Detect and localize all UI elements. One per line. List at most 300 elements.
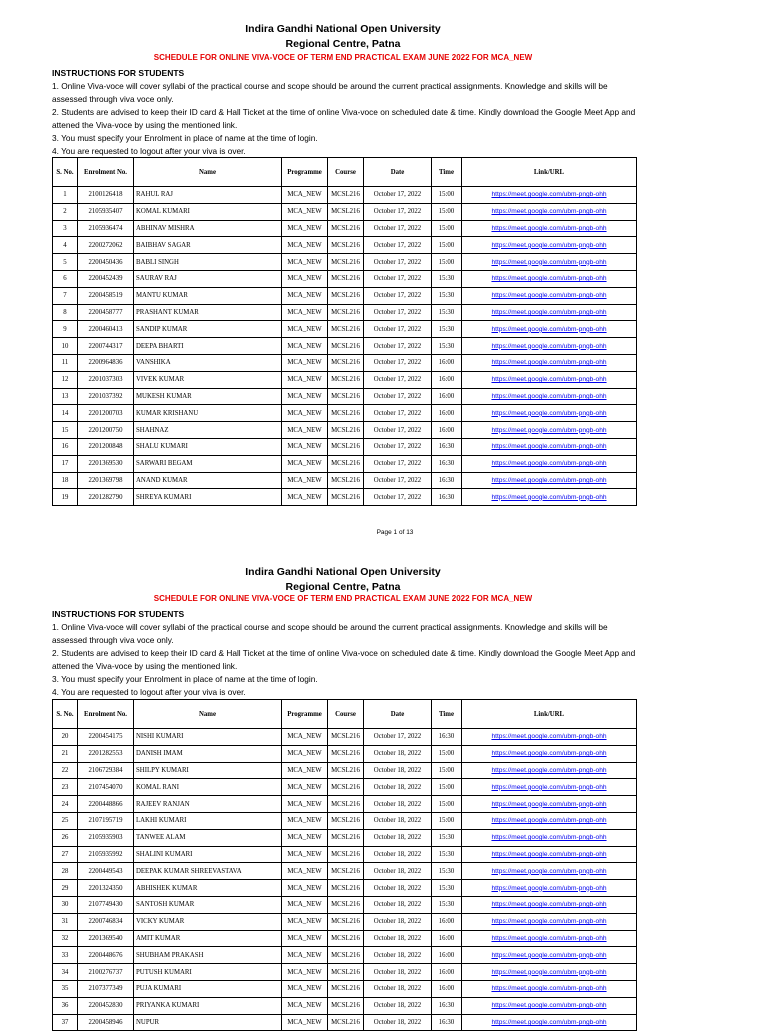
cell-time: 15:30 — [432, 287, 462, 304]
cell-name: NISHI KUMARI — [134, 729, 282, 746]
meet-link[interactable]: https://meet.google.com/ubm-pngb-ohh — [491, 766, 607, 774]
schedule-title: SCHEDULE FOR ONLINE VIVA-VOCE OF TERM END PRACTICAL EXAM JUNE 2022 FOR MCA_NEW — [153, 53, 533, 62]
cell-link — [462, 472, 637, 489]
cell-course: MCSL216 — [328, 338, 364, 355]
cell-link — [462, 338, 637, 355]
table-row — [53, 796, 637, 813]
cell-course: MCSL216 — [328, 489, 364, 506]
cell-course: MCSL216 — [328, 220, 364, 237]
meet-link[interactable]: https://meet.google.com/ubm-pngb-ohh — [491, 493, 607, 501]
cell-sno: 26 — [53, 829, 78, 846]
cell-time: 15:00 — [432, 237, 462, 254]
meet-link[interactable]: https://meet.google.com/ubm-pngb-ohh — [491, 918, 607, 926]
cell-course: MCSL216 — [328, 880, 364, 897]
table-row — [53, 779, 637, 796]
cell-name: DEEPA BHARTI — [134, 338, 282, 355]
cell-time: 15:00 — [432, 779, 462, 796]
meet-link[interactable]: https://meet.google.com/ubm-pngb-ohh — [491, 850, 607, 858]
cell-programme: MCA_NEW — [282, 354, 328, 371]
cell-sno: 8 — [53, 304, 78, 321]
meet-link[interactable]: https://meet.google.com/ubm-pngb-ohh — [491, 342, 607, 350]
cell-link — [462, 880, 637, 897]
cell-time: 15:30 — [432, 304, 462, 321]
cell-enrolment: 2200448676 — [78, 947, 134, 964]
cell-date: October 17, 2022 — [364, 187, 432, 204]
cell-time: 15:00 — [432, 762, 462, 779]
cell-programme: MCA_NEW — [282, 304, 328, 321]
meet-link[interactable]: https://meet.google.com/ubm-pngb-ohh — [491, 224, 607, 232]
cell-link — [462, 254, 637, 271]
cell-link — [462, 947, 637, 964]
cell-sno: 3 — [53, 220, 78, 237]
cell-programme: MCA_NEW — [282, 812, 328, 829]
cell-name: SHREYA KUMARI — [134, 489, 282, 506]
instructions-list — [52, 80, 642, 158]
cell-link — [462, 354, 637, 371]
cell-time: 16:30 — [432, 1014, 462, 1031]
cell-enrolment: 2200746834 — [78, 913, 134, 930]
meet-link[interactable]: https://meet.google.com/ubm-pngb-ohh — [491, 968, 607, 976]
meet-link[interactable]: https://meet.google.com/ubm-pngb-ohh — [491, 359, 607, 367]
cell-sno: 17 — [53, 455, 78, 472]
table-row — [53, 203, 637, 220]
cell-time: 15:00 — [432, 796, 462, 813]
cell-name: BABLI SINGH — [134, 254, 282, 271]
cell-programme: MCA_NEW — [282, 220, 328, 237]
cell-programme: MCA_NEW — [282, 896, 328, 913]
instruction-item: 4. You are requested to logout after your viva is over. — [52, 687, 246, 697]
cell-enrolment: 2200272062 — [78, 237, 134, 254]
meet-link[interactable]: https://meet.google.com/ubm-pngb-ohh — [491, 884, 607, 892]
cell-enrolment: 2107195719 — [78, 812, 134, 829]
meet-link[interactable]: https://meet.google.com/ubm-pngb-ohh — [491, 409, 607, 417]
cell-sno: 14 — [53, 405, 78, 422]
cell-sno: 27 — [53, 846, 78, 863]
meet-link[interactable]: https://meet.google.com/ubm-pngb-ohh — [491, 443, 607, 451]
meet-link[interactable]: https://meet.google.com/ubm-pngb-ohh — [491, 208, 607, 216]
cell-enrolment: 2201282553 — [78, 745, 134, 762]
cell-name: BAIBHAV SAGAR — [134, 237, 282, 254]
cell-name: VANSHIKA — [134, 354, 282, 371]
meet-link[interactable]: https://meet.google.com/ubm-pngb-ohh — [491, 275, 607, 283]
cell-date: October 17, 2022 — [364, 338, 432, 355]
cell-sno: 28 — [53, 863, 78, 880]
table-row — [53, 455, 637, 472]
table-row — [53, 913, 637, 930]
meet-link[interactable]: https://meet.google.com/ubm-pngb-ohh — [491, 733, 607, 741]
meet-link[interactable]: https://meet.google.com/ubm-pngb-ohh — [491, 867, 607, 875]
instruction-item: 3. You must specify your Enrolment in place of name at the time of login. — [52, 133, 318, 143]
meet-link[interactable]: https://meet.google.com/ubm-pngb-ohh — [491, 476, 607, 484]
cell-date: October 17, 2022 — [364, 237, 432, 254]
cell-link — [462, 321, 637, 338]
meet-link[interactable]: https://meet.google.com/ubm-pngb-ohh — [491, 292, 607, 300]
cell-link — [462, 846, 637, 863]
instructions-title: INSTRUCTIONS FOR STUDENTS — [52, 68, 185, 78]
cell-date: October 18, 2022 — [364, 964, 432, 981]
cell-sno: 16 — [53, 438, 78, 455]
cell-programme: MCA_NEW — [282, 779, 328, 796]
cell-name: KOMAL KUMARI — [134, 203, 282, 220]
cell-course: MCSL216 — [328, 829, 364, 846]
cell-time: 15:00 — [432, 187, 462, 204]
table-row — [53, 438, 637, 455]
cell-date: October 18, 2022 — [364, 796, 432, 813]
table-row — [53, 964, 637, 981]
cell-date: October 17, 2022 — [364, 729, 432, 746]
cell-date: October 18, 2022 — [364, 880, 432, 897]
cell-time: 16:00 — [432, 947, 462, 964]
cell-enrolment: 2200452439 — [78, 270, 134, 287]
cell-time: 15:00 — [432, 812, 462, 829]
cell-name: PRASHANT KUMAR — [134, 304, 282, 321]
meet-link[interactable]: https://meet.google.com/ubm-pngb-ohh — [491, 426, 607, 434]
cell-link — [462, 980, 637, 997]
cell-programme: MCA_NEW — [282, 863, 328, 880]
cell-name: SANTOSH KUMAR — [134, 896, 282, 913]
cell-time: 15:30 — [432, 270, 462, 287]
cell-link — [462, 729, 637, 746]
cell-course: MCSL216 — [328, 846, 364, 863]
cell-sno: 10 — [53, 338, 78, 355]
cell-sno: 22 — [53, 762, 78, 779]
cell-programme: MCA_NEW — [282, 729, 328, 746]
cell-programme: MCA_NEW — [282, 846, 328, 863]
cell-course: MCSL216 — [328, 304, 364, 321]
cell-course: MCSL216 — [328, 896, 364, 913]
cell-programme: MCA_NEW — [282, 913, 328, 930]
meet-link[interactable]: https://meet.google.com/ubm-pngb-ohh — [491, 258, 607, 266]
cell-enrolment: 2200454175 — [78, 729, 134, 746]
cell-programme: MCA_NEW — [282, 321, 328, 338]
cell-sno: 25 — [53, 812, 78, 829]
meet-link[interactable]: https://meet.google.com/ubm-pngb-ohh — [491, 783, 607, 791]
cell-link — [462, 779, 637, 796]
meet-link[interactable]: https://meet.google.com/ubm-pngb-ohh — [491, 750, 607, 758]
cell-enrolment: 2201200750 — [78, 422, 134, 439]
cell-sno: 18 — [53, 472, 78, 489]
cell-date: October 18, 2022 — [364, 947, 432, 964]
cell-sno: 33 — [53, 947, 78, 964]
instructions-list — [52, 621, 642, 699]
cell-sno: 13 — [53, 388, 78, 405]
cell-programme: MCA_NEW — [282, 455, 328, 472]
cell-programme: MCA_NEW — [282, 388, 328, 405]
cell-enrolment: 2100276737 — [78, 964, 134, 981]
cell-link — [462, 997, 637, 1014]
meet-link[interactable]: https://meet.google.com/ubm-pngb-ohh — [491, 460, 607, 468]
cell-date: October 18, 2022 — [364, 896, 432, 913]
cell-programme: MCA_NEW — [282, 237, 328, 254]
cell-enrolment: 2105936474 — [78, 220, 134, 237]
meet-link[interactable]: https://meet.google.com/ubm-pngb-ohh — [491, 985, 607, 993]
cell-course: MCSL216 — [328, 779, 364, 796]
meet-link[interactable]: https://meet.google.com/ubm-pngb-ohh — [491, 1018, 607, 1026]
cell-link — [462, 762, 637, 779]
instructions-title: INSTRUCTIONS FOR STUDENTS — [52, 609, 185, 619]
cell-enrolment: 2201037303 — [78, 371, 134, 388]
cell-course: MCSL216 — [328, 762, 364, 779]
table-row — [53, 287, 637, 304]
cell-link — [462, 863, 637, 880]
cell-enrolment: 2200744317 — [78, 338, 134, 355]
instruction-item: 2. Students are advised to keep their ID card & Hall Ticket at the time of online Viva-voce on scheduled date & time. Kindly download the Google Meet App and attened the Viva-voce by using the mentioned link. — [52, 648, 636, 671]
table-row — [53, 729, 637, 746]
cell-course: MCSL216 — [328, 729, 364, 746]
col-header-programme: Programme — [282, 158, 328, 187]
cell-programme: MCA_NEW — [282, 964, 328, 981]
meet-link[interactable]: https://meet.google.com/ubm-pngb-ohh — [491, 800, 607, 808]
university-title: Indira Gandhi National Open University — [245, 23, 441, 35]
col-header-date: Date — [364, 158, 432, 187]
meet-link[interactable]: https://meet.google.com/ubm-pngb-ohh — [491, 901, 607, 909]
cell-enrolment: 2200448866 — [78, 796, 134, 813]
cell-course: MCSL216 — [328, 203, 364, 220]
cell-date: October 17, 2022 — [364, 438, 432, 455]
table-body — [53, 729, 637, 1031]
cell-programme: MCA_NEW — [282, 930, 328, 947]
meet-link[interactable]: https://meet.google.com/ubm-pngb-ohh — [491, 834, 607, 842]
cell-time: 15:30 — [432, 829, 462, 846]
meet-link[interactable]: https://meet.google.com/ubm-pngb-ohh — [491, 1002, 607, 1010]
cell-course: MCSL216 — [328, 745, 364, 762]
cell-name: SHALINI KUMARI — [134, 846, 282, 863]
cell-course: MCSL216 — [328, 863, 364, 880]
cell-link — [462, 745, 637, 762]
cell-course: MCSL216 — [328, 405, 364, 422]
cell-link — [462, 371, 637, 388]
table-row — [53, 880, 637, 897]
university-title: Indira Gandhi National Open University — [245, 566, 441, 578]
cell-sno: 29 — [53, 880, 78, 897]
instruction-item: 3. You must specify your Enrolment in place of name at the time of login. — [52, 674, 318, 684]
cell-name: AMIT KUMAR — [134, 930, 282, 947]
cell-programme: MCA_NEW — [282, 829, 328, 846]
cell-sno: 36 — [53, 997, 78, 1014]
table-row — [53, 1014, 637, 1031]
cell-programme: MCA_NEW — [282, 472, 328, 489]
cell-time: 15:30 — [432, 880, 462, 897]
cell-programme: MCA_NEW — [282, 203, 328, 220]
cell-sno: 23 — [53, 779, 78, 796]
cell-course: MCSL216 — [328, 422, 364, 439]
cell-course: MCSL216 — [328, 997, 364, 1014]
cell-date: October 17, 2022 — [364, 472, 432, 489]
cell-sno: 32 — [53, 930, 78, 947]
cell-name: PUJA KUMARI — [134, 980, 282, 997]
table-row — [53, 220, 637, 237]
cell-name: KUMAR KRISHANU — [134, 405, 282, 422]
cell-programme: MCA_NEW — [282, 762, 328, 779]
cell-name: DANISH IMAM — [134, 745, 282, 762]
meet-link[interactable]: https://meet.google.com/ubm-pngb-ohh — [491, 951, 607, 959]
col-header-name: Name — [134, 158, 282, 187]
cell-date: October 17, 2022 — [364, 388, 432, 405]
cell-enrolment: 2200458946 — [78, 1014, 134, 1031]
cell-sno: 35 — [53, 980, 78, 997]
cell-time: 15:30 — [432, 863, 462, 880]
cell-programme: MCA_NEW — [282, 489, 328, 506]
instruction-item: 2. Students are advised to keep their ID card & Hall Ticket at the time of online Viva-voce on scheduled date & time. Kindly download the Google Meet App and attened the Viva-voce by using the mentioned link. — [52, 107, 636, 130]
cell-enrolment: 2201369530 — [78, 455, 134, 472]
cell-date: October 17, 2022 — [364, 405, 432, 422]
table-row — [53, 489, 637, 506]
cell-time: 16:00 — [432, 422, 462, 439]
cell-link — [462, 796, 637, 813]
cell-enrolment: 2200452830 — [78, 997, 134, 1014]
cell-course: MCSL216 — [328, 1014, 364, 1031]
cell-enrolment: 2200449543 — [78, 863, 134, 880]
table-body — [53, 187, 637, 506]
cell-date: October 18, 2022 — [364, 779, 432, 796]
cell-name: ABHISHEK KUMAR — [134, 880, 282, 897]
cell-link — [462, 896, 637, 913]
table-row — [53, 846, 637, 863]
col-header-enrolment: Enrolment No. — [78, 700, 134, 729]
col-header-link: Link/URL — [462, 158, 637, 187]
meet-link[interactable]: https://meet.google.com/ubm-pngb-ohh — [491, 817, 607, 825]
cell-enrolment: 2106729384 — [78, 762, 134, 779]
centre-title: Regional Centre, Patna — [285, 581, 401, 593]
cell-sno: 21 — [53, 745, 78, 762]
cell-course: MCSL216 — [328, 237, 364, 254]
col-header-time: Time — [432, 158, 462, 187]
meet-link[interactable]: https://meet.google.com/ubm-pngb-ohh — [491, 325, 607, 333]
cell-link — [462, 422, 637, 439]
cell-time: 16:00 — [432, 354, 462, 371]
cell-enrolment: 2201200703 — [78, 405, 134, 422]
cell-sno: 6 — [53, 270, 78, 287]
table-row — [53, 745, 637, 762]
table-row — [53, 997, 637, 1014]
cell-programme: MCA_NEW — [282, 1014, 328, 1031]
meet-link[interactable]: https://meet.google.com/ubm-pngb-ohh — [491, 241, 607, 249]
cell-link — [462, 829, 637, 846]
cell-course: MCSL216 — [328, 913, 364, 930]
cell-programme: MCA_NEW — [282, 438, 328, 455]
cell-date: October 18, 2022 — [364, 745, 432, 762]
cell-date: October 17, 2022 — [364, 220, 432, 237]
instruction-item: 1. Online Viva-voce will cover syllabi of the practical course and scope should be around the current practical assignments. Knowledge and skills will be assessed through viva voce only. — [52, 622, 608, 645]
cell-enrolment: 2201200848 — [78, 438, 134, 455]
meet-link[interactable]: https://meet.google.com/ubm-pngb-ohh — [491, 191, 607, 199]
cell-link — [462, 438, 637, 455]
table-row — [53, 812, 637, 829]
cell-programme: MCA_NEW — [282, 796, 328, 813]
cell-programme: MCA_NEW — [282, 947, 328, 964]
cell-enrolment: 2200450436 — [78, 254, 134, 271]
cell-date: October 18, 2022 — [364, 980, 432, 997]
cell-course: MCSL216 — [328, 371, 364, 388]
cell-date: October 17, 2022 — [364, 254, 432, 271]
cell-programme: MCA_NEW — [282, 405, 328, 422]
schedule-title: SCHEDULE FOR ONLINE VIVA-VOCE OF TERM END PRACTICAL EXAM JUNE 2022 FOR MCA_NEW — [153, 594, 533, 603]
cell-name: SARWARI BEGAM — [134, 455, 282, 472]
meet-link[interactable]: https://meet.google.com/ubm-pngb-ohh — [491, 308, 607, 316]
cell-link — [462, 270, 637, 287]
schedule-table — [52, 699, 637, 1031]
table-row — [53, 896, 637, 913]
table-row — [53, 405, 637, 422]
cell-name: LAKHI KUMARI — [134, 812, 282, 829]
cell-time: 16:30 — [432, 489, 462, 506]
cell-time: 16:00 — [432, 913, 462, 930]
table-header-row — [53, 158, 637, 187]
table-row — [53, 354, 637, 371]
table-row — [53, 947, 637, 964]
cell-programme: MCA_NEW — [282, 371, 328, 388]
cell-enrolment: 2200458777 — [78, 304, 134, 321]
cell-sno: 12 — [53, 371, 78, 388]
page-number: Page 1 of 13 — [376, 529, 414, 536]
cell-enrolment: 2201369540 — [78, 930, 134, 947]
cell-name: ABHINAV MISHRA — [134, 220, 282, 237]
cell-enrolment: 2105935903 — [78, 829, 134, 846]
cell-time: 16:30 — [432, 455, 462, 472]
cell-course: MCSL216 — [328, 796, 364, 813]
table-row — [53, 863, 637, 880]
table-row — [53, 472, 637, 489]
cell-enrolment: 2201282790 — [78, 489, 134, 506]
meet-link[interactable]: https://meet.google.com/ubm-pngb-ohh — [491, 376, 607, 384]
cell-sno: 7 — [53, 287, 78, 304]
cell-time: 15:30 — [432, 321, 462, 338]
cell-date: October 17, 2022 — [364, 287, 432, 304]
cell-course: MCSL216 — [328, 270, 364, 287]
cell-date: October 17, 2022 — [364, 371, 432, 388]
cell-link — [462, 455, 637, 472]
cell-date: October 18, 2022 — [364, 863, 432, 880]
cell-name: KOMAL RANI — [134, 779, 282, 796]
cell-name: MANTU KUMAR — [134, 287, 282, 304]
cell-programme: MCA_NEW — [282, 997, 328, 1014]
cell-course: MCSL216 — [328, 930, 364, 947]
cell-course: MCSL216 — [328, 438, 364, 455]
cell-name: TANWEE ALAM — [134, 829, 282, 846]
cell-name: ANAND KUMAR — [134, 472, 282, 489]
cell-link — [462, 913, 637, 930]
col-header-sno: S. No. — [53, 158, 78, 187]
cell-time: 16:00 — [432, 405, 462, 422]
cell-enrolment: 2107377349 — [78, 980, 134, 997]
cell-date: October 18, 2022 — [364, 812, 432, 829]
cell-name: MUKESH KUMAR — [134, 388, 282, 405]
cell-course: MCSL216 — [328, 980, 364, 997]
cell-link — [462, 405, 637, 422]
cell-enrolment: 2107454070 — [78, 779, 134, 796]
cell-programme: MCA_NEW — [282, 187, 328, 204]
meet-link[interactable]: https://meet.google.com/ubm-pngb-ohh — [491, 392, 607, 400]
cell-course: MCSL216 — [328, 321, 364, 338]
table-row — [53, 321, 637, 338]
cell-name: VIVEK KUMAR — [134, 371, 282, 388]
cell-name: SHUBHAM PRAKASH — [134, 947, 282, 964]
cell-time: 16:00 — [432, 371, 462, 388]
cell-name: RAJEEV RANJAN — [134, 796, 282, 813]
cell-name: DEEPAK KUMAR SHREEVASTAVA — [134, 863, 282, 880]
meet-link[interactable]: https://meet.google.com/ubm-pngb-ohh — [491, 934, 607, 942]
cell-date: October 18, 2022 — [364, 997, 432, 1014]
cell-sno: 30 — [53, 896, 78, 913]
cell-name: VICKY KUMAR — [134, 913, 282, 930]
cell-date: October 18, 2022 — [364, 930, 432, 947]
cell-programme: MCA_NEW — [282, 338, 328, 355]
cell-sno: 20 — [53, 729, 78, 746]
col-header-course: Course — [328, 158, 364, 187]
cell-time: 16:00 — [432, 930, 462, 947]
col-header-enrolment: Enrolment No. — [78, 158, 134, 187]
cell-course: MCSL216 — [328, 388, 364, 405]
